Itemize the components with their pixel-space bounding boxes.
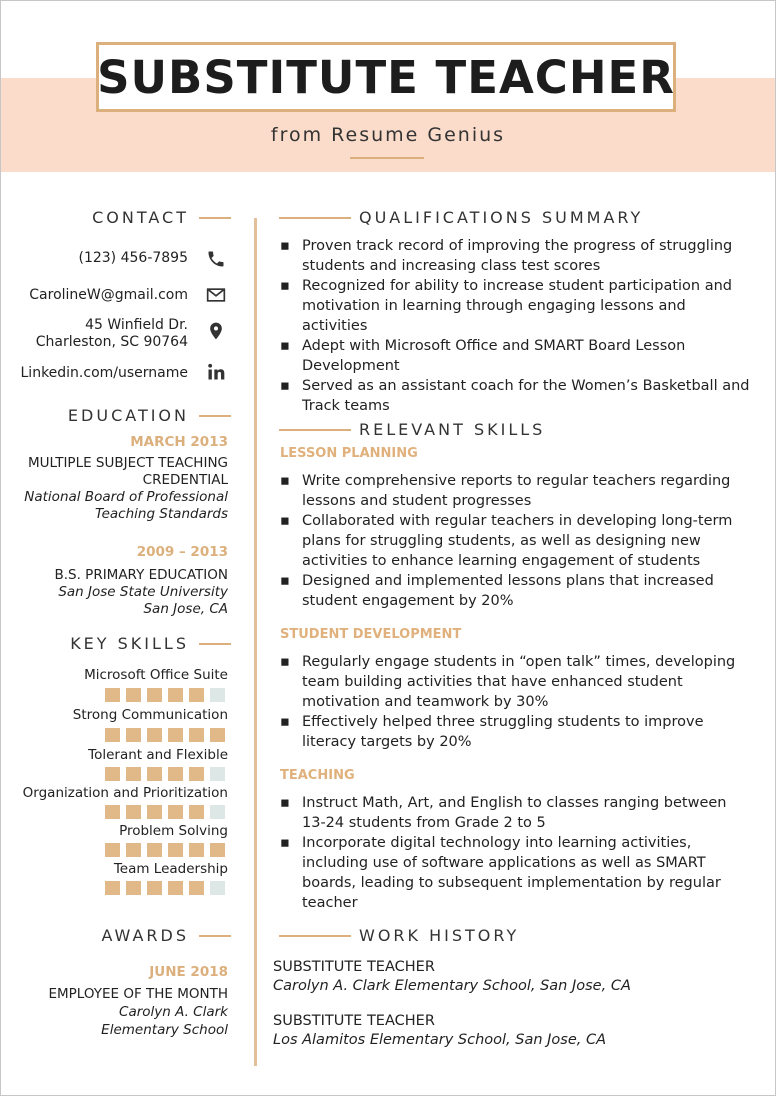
skill-level-filled <box>168 843 183 857</box>
skill-level-filled <box>189 843 204 857</box>
column-divider <box>254 218 257 1066</box>
skill-group-title: LESSON PLANNING <box>280 446 418 461</box>
contact-heading: CONTACT <box>92 208 231 227</box>
contact-phone[interactable]: (123) 456-7895 <box>78 250 188 266</box>
skill-level-filled <box>126 805 141 819</box>
skill-level-filled <box>168 767 183 781</box>
list-item: ▪ Regularly engage students in “open talk” times, developing team building activities that have enhanced student motivation and teamwork by 30% <box>280 652 740 712</box>
list-item: ▪ Adept with Microsoft Office and SMART Board Lesson Development <box>280 336 750 376</box>
skill-level-filled <box>126 767 141 781</box>
skill-level-filled <box>105 805 120 819</box>
skill-meter <box>105 728 225 742</box>
job-title: SUBSTITUTE TEACHER <box>273 959 435 975</box>
education-institution-line1: San Jose State University <box>58 584 228 600</box>
skill-level-filled <box>210 728 225 742</box>
education-degree-line2: CREDENTIAL <box>142 472 228 488</box>
contact-address-line1: 45 Winfield Dr. <box>85 317 188 333</box>
skill-level-filled <box>105 843 120 857</box>
envelope-icon <box>206 285 226 305</box>
skill-label: Team Leadership <box>113 861 228 877</box>
skill-level-filled <box>189 688 204 702</box>
skill-level-filled <box>210 843 225 857</box>
education-institution-line2: San Jose, CA <box>143 601 228 617</box>
skill-level-filled <box>189 767 204 781</box>
contact-email[interactable]: CarolineW@gmail.com <box>29 287 188 303</box>
skill-level-filled <box>105 767 120 781</box>
awards-heading: AWARDS <box>101 926 231 945</box>
education-date: 2009 – 2013 <box>136 544 228 560</box>
list-item: ▪ Effectively helped three struggling students to improve literacy targets by 20% <box>280 712 740 752</box>
skill-label: Organization and Prioritization <box>22 785 228 801</box>
subtitle-divider <box>350 157 424 159</box>
list-item: ▪ Collaborated with regular teachers in developing long-term plans for struggling students, as well as designing new activities to enhance learning engagement of students <box>280 511 740 571</box>
skill-group-list <box>280 793 740 913</box>
title-box <box>96 42 676 112</box>
award-org-line1: Carolyn A. Clark <box>119 1004 228 1020</box>
award-org-line2: Elementary School <box>101 1022 228 1038</box>
skill-level-filled <box>105 688 120 702</box>
phone-icon <box>206 249 226 269</box>
education-heading: EDUCATION <box>68 406 231 425</box>
education-institution-line2: Teaching Standards <box>95 506 228 522</box>
skill-meter <box>105 805 225 819</box>
qualifications-list <box>280 236 750 416</box>
skill-level-filled <box>168 688 183 702</box>
resume-title: SUBSTITUTE TEACHER <box>97 50 675 104</box>
list-item: ▪ Served as an assistant coach for the Women’s Basketball and Track teams <box>280 376 750 416</box>
resume-subtitle: from Resume Genius <box>270 124 506 146</box>
list-item: ▪ Write comprehensive reports to regular teachers regarding lessons and student progresses <box>280 471 740 511</box>
skill-level-filled <box>147 688 162 702</box>
job-title: SUBSTITUTE TEACHER <box>273 1013 435 1029</box>
skill-level-filled <box>189 728 204 742</box>
award-date: JUNE 2018 <box>149 964 228 980</box>
skill-group-title: STUDENT DEVELOPMENT <box>280 627 462 642</box>
list-item: ▪ Instruct Math, Art, and English to classes ranging between 13-24 students from Grade 2 to 5 <box>280 793 740 833</box>
list-item: ▪ Proven track record of improving the progress of struggling students and increasing class test scores <box>280 236 750 276</box>
map-pin-icon <box>206 321 226 341</box>
education-institution-line1: National Board of Professional <box>24 489 228 505</box>
skill-level-empty <box>210 881 225 895</box>
award-title: EMPLOYEE OF THE MONTH <box>48 986 228 1002</box>
skill-meter <box>105 767 225 781</box>
skill-level-empty <box>210 805 225 819</box>
education-degree-line1: B.S. PRIMARY EDUCATION <box>54 567 228 583</box>
skill-label: Tolerant and Flexible <box>88 747 228 763</box>
education-degree-line1: MULTIPLE SUBJECT TEACHING <box>28 455 228 471</box>
skill-level-filled <box>105 881 120 895</box>
skill-meter <box>105 881 225 895</box>
skill-meter <box>105 688 225 702</box>
contact-address-line2: Charleston, SC 90764 <box>35 334 188 350</box>
job-school: Carolyn A. Clark Elementary School, San Jose, CA <box>273 978 631 994</box>
skill-label: Strong Communication <box>72 707 228 723</box>
skill-level-filled <box>147 767 162 781</box>
skill-level-empty <box>210 767 225 781</box>
skill-level-filled <box>168 805 183 819</box>
skill-level-filled <box>126 881 141 895</box>
skill-label: Microsoft Office Suite <box>84 667 228 683</box>
key-skills-heading: KEY SKILLS <box>70 634 231 653</box>
list-item: ▪ Designed and implemented lessons plans that increased student engagement by 20% <box>280 571 740 611</box>
list-item: ▪ Incorporate digital technology into learning activities, including use of software applications as well as SMART boards, leading to subsequent implementation by regular teacher <box>280 833 740 913</box>
skill-level-filled <box>126 688 141 702</box>
job-school: Los Alamitos Elementary School, San Jose, CA <box>273 1032 607 1048</box>
skill-group-title: TEACHING <box>280 768 355 783</box>
skill-level-filled <box>126 843 141 857</box>
skill-group-list <box>280 652 740 752</box>
skill-level-filled <box>189 805 204 819</box>
skill-level-filled <box>105 728 120 742</box>
qualifications-heading: QUALIFICATIONS SUMMARY <box>279 208 643 227</box>
contact-linkedin[interactable]: Linkedin.com/username <box>20 365 188 381</box>
list-item: ▪ Recognized for ability to increase student participation and motivation in learning through engaging lessons and activities <box>280 276 750 336</box>
skill-label: Problem Solving <box>119 823 228 839</box>
skill-level-filled <box>147 843 162 857</box>
skill-level-filled <box>147 881 162 895</box>
relevant-skills-heading: RELEVANT SKILLS <box>279 420 545 439</box>
work-history-heading: WORK HISTORY <box>279 926 519 945</box>
skill-level-filled <box>126 728 141 742</box>
skill-level-empty <box>210 688 225 702</box>
skill-level-filled <box>189 881 204 895</box>
skill-level-filled <box>168 881 183 895</box>
skill-level-filled <box>168 728 183 742</box>
education-date: MARCH 2013 <box>130 434 228 450</box>
linkedin-icon <box>206 362 226 382</box>
skill-level-filled <box>147 728 162 742</box>
skill-group-list <box>280 471 740 611</box>
skill-meter <box>105 843 225 857</box>
skill-level-filled <box>147 805 162 819</box>
